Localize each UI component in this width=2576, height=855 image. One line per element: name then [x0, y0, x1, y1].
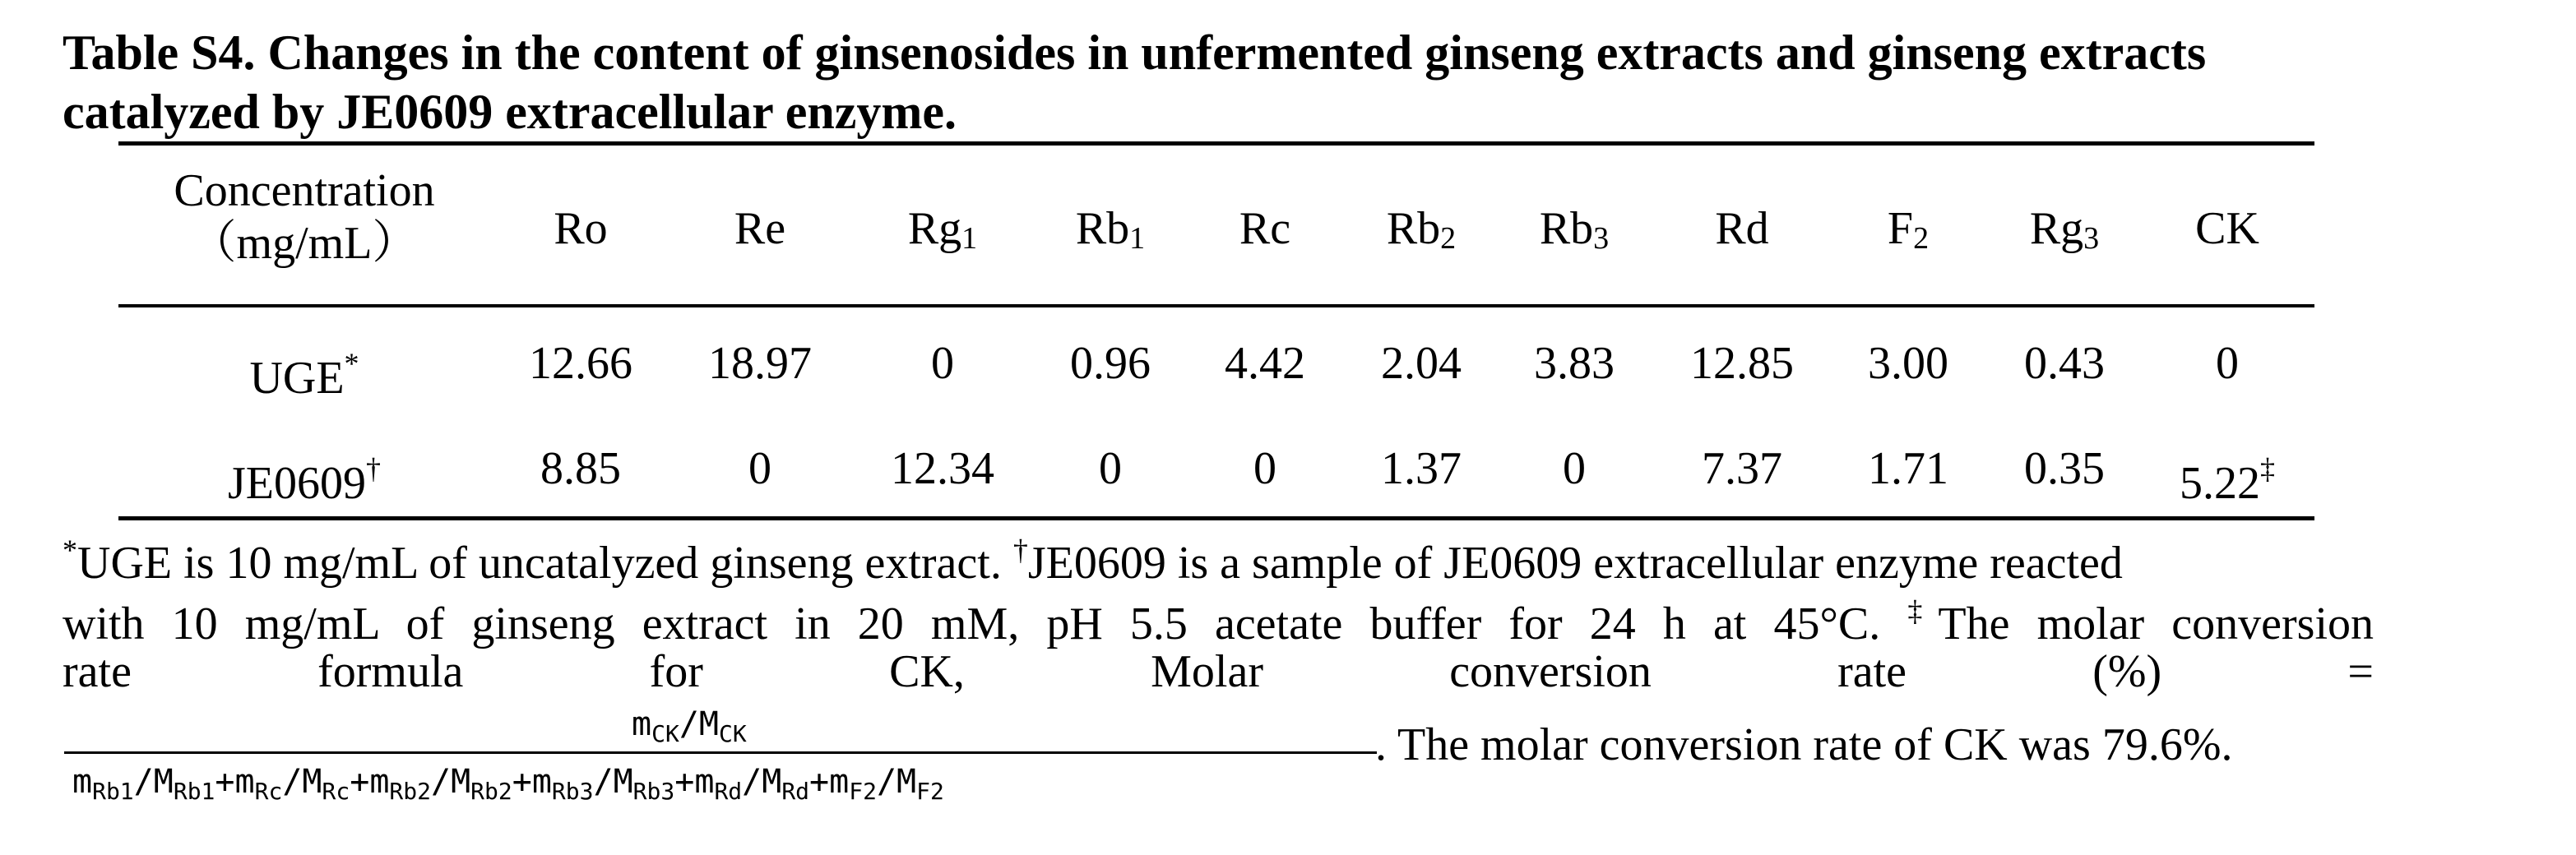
table-cell — [1253, 442, 1276, 495]
column-header-base: Rc — [1239, 203, 1291, 254]
table-cell — [1868, 442, 1948, 495]
cell-value: 0.43 — [2024, 338, 2105, 389]
column-header-base: CK — [2195, 203, 2259, 254]
footnote-mark-asterisk: * — [63, 534, 77, 566]
cell-value: 0 — [1099, 443, 1122, 494]
column-header-subscript: 3 — [1593, 221, 1610, 256]
footnote-conditions: with 10 mg/mL of ginseng extract in 20 mM, pH 5.5 acetate buffer for 24 h at 45°C. — [63, 598, 1881, 649]
column-header-base: Rb — [1386, 203, 1441, 254]
footnote-mark-double-dagger: ‡ — [1907, 594, 1939, 627]
table-cell — [931, 337, 954, 390]
denominator-mass-subscript: Rd — [714, 778, 743, 805]
column-header-base: Rd — [1715, 203, 1769, 254]
column-header-subscript: 2 — [1913, 221, 1930, 256]
cell-value: 0 — [931, 338, 954, 389]
cell-value: 12.85 — [1690, 338, 1794, 389]
cell-value: 3.83 — [1534, 338, 1615, 389]
formula-numerator: $m_{CK}/M_{CK}$ — [632, 705, 747, 747]
column-header — [1888, 202, 1929, 265]
column-header-base: Ro — [554, 203, 608, 254]
column-header — [2030, 202, 2099, 265]
table-top-rule — [118, 141, 2314, 146]
table-cell — [1868, 337, 1948, 390]
column-header — [1076, 202, 1145, 265]
table-cell — [540, 442, 621, 495]
column-header-base: Rb — [1075, 203, 1130, 254]
column-header — [1239, 202, 1290, 255]
denominator-molar-subscript: Rb3 — [632, 778, 675, 805]
column-header — [2195, 202, 2259, 255]
table-cell — [1381, 337, 1462, 390]
footnote-je0609: JE0609 is a sample of JE0609 extracellular enzyme reacted — [1027, 538, 2123, 589]
formula-denominator: $m_{Rb1}/M_{Rb1}+m_{Rc}/M_{Rc}+m_{Rb2}/M_{Rb2}+m_{Rb3}/M_{Rb3}+m_{Rd}/M_{Rd}+m_{F2}/M_{F2}$ — [72, 763, 944, 805]
denominator-molar-subscript: Rb1 — [173, 778, 215, 805]
footnote-line-3: rate formula for CK, Molar conversion rate (%) = — [63, 646, 2374, 697]
table-cell — [529, 337, 632, 390]
conversion-result: . The molar conversion rate of CK was 79.6%. — [1375, 719, 2233, 770]
cell-value: 12.34 — [891, 443, 994, 494]
cell-value: 8.85 — [540, 443, 621, 494]
cell-value: 2.04 — [1381, 338, 1462, 389]
denominator-mass-subscript: Rb1 — [92, 778, 134, 805]
table-cell — [891, 442, 994, 495]
cell-value: 1.71 — [1868, 443, 1948, 494]
cell-value: 1.37 — [1381, 443, 1462, 494]
cell-value: 0 — [1563, 443, 1586, 494]
footnote-mark-dagger: † — [1012, 534, 1028, 566]
column-header — [734, 202, 785, 255]
denominator-molar-subscript: Rd — [781, 778, 810, 805]
denominator-molar-subscript: F2 — [916, 778, 944, 805]
cell-value: 5.22 — [2180, 458, 2260, 509]
cell-value: 3.00 — [1868, 338, 1948, 389]
table-caption — [63, 23, 2398, 141]
row-label — [249, 337, 359, 404]
table-cell — [2024, 337, 2105, 390]
concentration-header — [174, 164, 434, 270]
table-header-rule — [118, 304, 2314, 307]
cell-value: 7.37 — [1702, 443, 1782, 494]
denominator-mass-subscript: Rc — [254, 778, 283, 805]
denominator-mass-subscript: F2 — [849, 778, 877, 805]
concentration-unit: （mg/mL） — [190, 218, 419, 269]
cell-value: 0 — [2216, 338, 2239, 389]
concentration-label: Concentration — [174, 165, 435, 216]
footnote-uge: UGE is 10 mg/mL of uncatalyzed ginseng extract. — [77, 538, 1002, 589]
cell-value: 0 — [1253, 443, 1276, 494]
column-header-base: Rb — [1539, 203, 1594, 254]
table-cell — [1381, 442, 1462, 495]
row-label — [228, 442, 381, 510]
table-cell — [1563, 442, 1586, 495]
column-header-base: Rg — [907, 203, 962, 254]
denominator-mass-subscript: Rb3 — [551, 778, 594, 805]
row-label-text: JE0609 — [228, 458, 366, 509]
table-cell — [1225, 337, 1305, 390]
table-cell — [2216, 337, 2239, 390]
column-header — [1715, 202, 1768, 255]
row-label-mark: * — [344, 347, 359, 380]
cell-value: 0.96 — [1070, 338, 1151, 389]
column-header-subscript: 2 — [1440, 221, 1457, 256]
column-header — [554, 202, 607, 255]
cell-value: 0 — [748, 443, 771, 494]
column-header — [908, 202, 977, 265]
table-cell — [748, 442, 771, 495]
table-cell — [1099, 442, 1122, 495]
column-header — [1540, 202, 1609, 265]
column-header-base: Re — [734, 203, 786, 254]
table-cell — [1534, 337, 1615, 390]
caption-line-1: Table S4. Changes in the content of ginsenosides in unfermented ginseng extracts and ginseng extracts — [63, 25, 2207, 80]
denominator-molar-subscript: Rc — [322, 778, 350, 805]
column-header-subscript: 3 — [2083, 221, 2100, 256]
table-cell — [2180, 442, 2275, 510]
table-cell — [708, 337, 812, 390]
cell-mark: ‡ — [2260, 452, 2275, 485]
cell-value: 0.35 — [2024, 443, 2105, 494]
column-header-subscript: 1 — [1129, 221, 1146, 256]
row-label-text: UGE — [249, 353, 345, 404]
table-cell — [1702, 442, 1782, 495]
column-header-base: F — [1887, 203, 1914, 254]
table-cell — [1070, 337, 1151, 390]
column-header-subscript: 1 — [961, 221, 978, 256]
row-label-mark: † — [366, 452, 381, 485]
column-header — [1387, 202, 1456, 265]
caption-line-2: catalyzed by JE0609 extracellular enzyme. — [63, 85, 957, 139]
footnote-conversion-intro: The molar conversion — [1938, 598, 2374, 649]
table-cell — [1690, 337, 1794, 390]
fraction-bar — [64, 751, 1377, 754]
denominator-molar-subscript: Rb2 — [470, 778, 512, 805]
cell-value: 18.97 — [708, 338, 812, 389]
table-cell — [2024, 442, 2105, 495]
denominator-mass-subscript: Rb2 — [389, 778, 431, 805]
cell-value: 4.42 — [1225, 338, 1305, 389]
column-header-base: Rg — [2029, 203, 2084, 254]
cell-value: 12.66 — [529, 338, 632, 389]
